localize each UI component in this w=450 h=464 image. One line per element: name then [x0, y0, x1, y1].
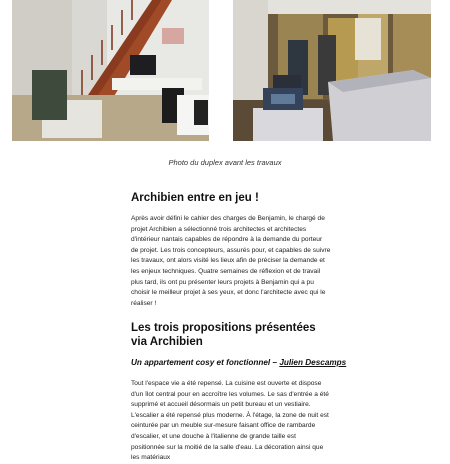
- section-heading-archibien: Archibien entre en jeu !: [131, 192, 259, 204]
- proposal-subheading: [131, 357, 347, 368]
- photo-caption: Photo du duplex avant les travaux: [168, 158, 282, 167]
- proposal-subheading-text: Un appartement cosy et fonctionnel –: [131, 358, 280, 367]
- photo-living-room-staircase: [12, 0, 209, 141]
- proposal-body: Tout l'espace vie a été repensé. La cuisine est ouverte et dispose d'un îlot central pour en accroître les volumes. Le sas d'entrée a été supprimé et accueil désormais un petit bureau et un vestiaire. L'escalier a été repensé plus moderne. À l'étage, la zone de nuit est ceinturée par un meuble sur-mesure faisant office de rambarde d'escalier, et une douche à l'italienne de grande taille est positionnée sur la moitié de la salle d'eau. La décoration ainsi que les matériaux: [131, 380, 329, 462]
- section-heading-propositions: Les trois propositions présentées via Archibien: [131, 322, 316, 348]
- photo-bedroom-area: [233, 0, 431, 141]
- photo-gallery: [12, 0, 431, 141]
- architect-link-julien-descamps[interactable]: Julien Descamps: [279, 358, 347, 367]
- section-body-archibien: Après avoir défini le cahier des charges de Benjamin, le chargé de projet Archibien a sélectionné trois architectes et architectes d'intérieur nantais capables de répondre à la demande du porteur de projet. Les trois concepteurs, assurés pour, et capables de suivre les travaux, ont alors visité les lieux afin de préciser la demande et les enjeux techniques. Quatre semaines de réflexion et de travail plus tard, ils ont pu présenter leurs projets à Benjamin qui a pu choisir le meilleur projet à ses yeux, et donc l'architecte avec qui le réaliser !: [131, 215, 331, 307]
